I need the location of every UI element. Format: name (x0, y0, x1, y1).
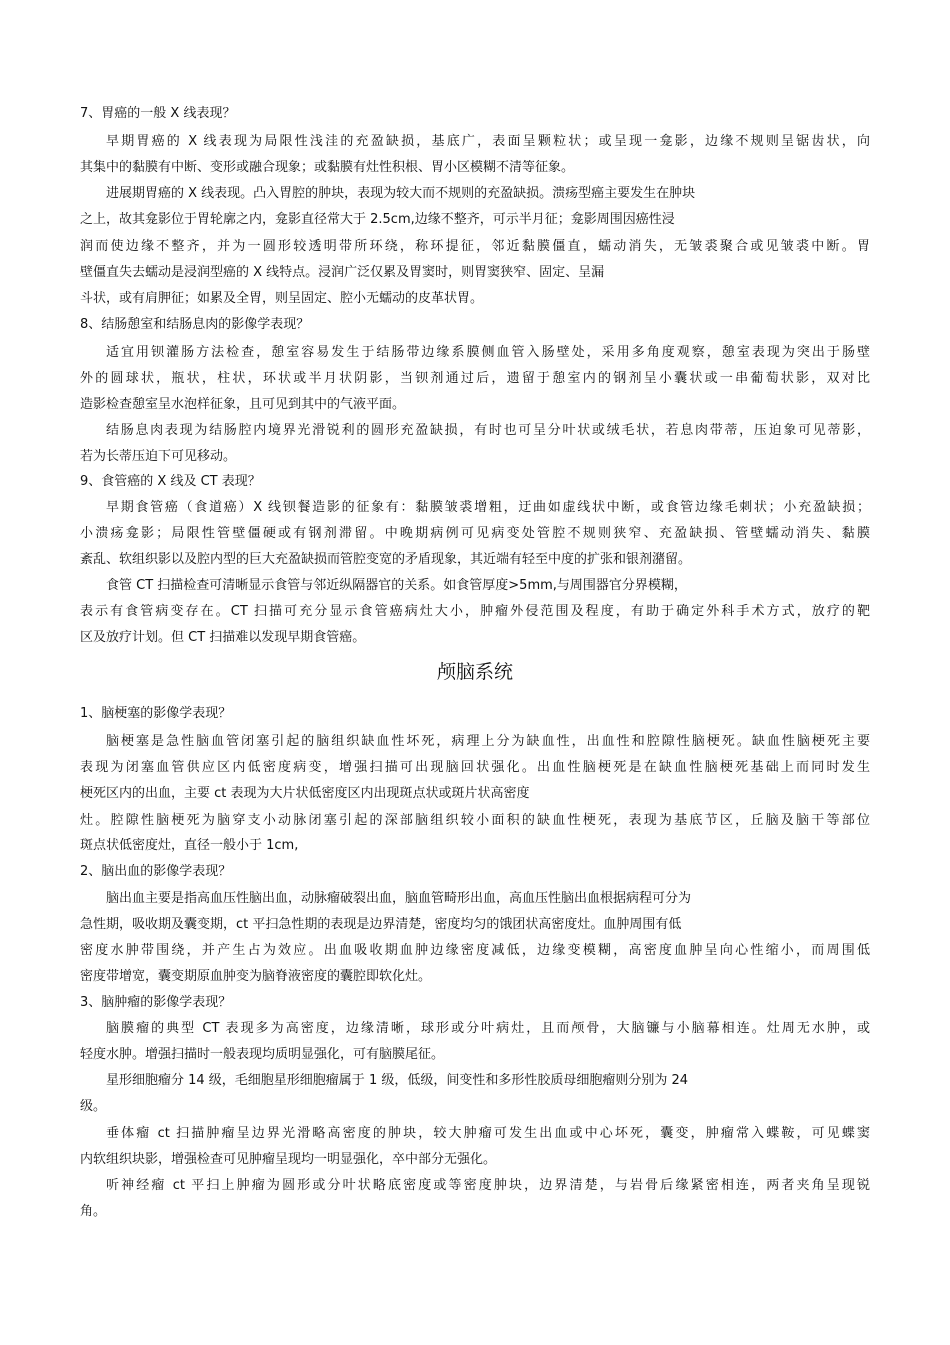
paragraph-line: 密度水肿带围绕，并产生占为效应。出血吸收期血肿边缘密度减低，边缘变模糊，高密度血肿呈向心性缩小，而周围低 (80, 943, 870, 958)
paragraph-line: 垂体瘤 ct 扫描肿瘤呈边界光滑略高密度的肿块，较大肿瘤可发生出血或中心坏死，囊变，肿瘤常入蝶鞍，可见蝶窦 (106, 1126, 870, 1141)
paragraph-line: 急性期，吸收期及囊变期，ct 平扫急性期的表现是边界清楚，密度均匀的饿团状高密度灶。血肿周围有低 (80, 917, 682, 932)
paragraph-line: 之上，故其龛影位于胃轮廓之内，龛影直径常大于 2.5cm,边缘不整齐，可示半月征；龛影周围因癌性浸 (80, 212, 675, 227)
paragraph-line: 听神经瘤 ct 平扫上肿瘤为圆形或分叶状略底密度或等密度肿块，边界清楚，与岩骨后缘紧密相连，两者夹角呈现锐 (106, 1178, 870, 1193)
paragraph-line: 灶。腔隙性脑梗死为脑穿支小动脉闭塞引起的深部脑组织较小面积的缺血性梗死，表现为基底节区，丘脑及脑干等部位 (80, 813, 870, 828)
paragraph-line: 食管 CT 扫描检查可清晰显示食管与邻近纵隔器官的关系。如食管厚度>5mm,与周围器官分界模糊， (106, 578, 687, 593)
paragraph-line: 表示有食管病变存在。CT 扫描可充分显示食管癌病灶大小，肿瘤外侵范围及程度，有助于确定外科手术方式，放疗的靶 (80, 604, 870, 619)
paragraph-line: 斑点状低密度灶，直径一般小于 1cm, (80, 838, 299, 853)
section-title: 颅脑系统 (436, 661, 513, 683)
question-heading-3: 3、脑肿瘤的影像学表现？ (80, 995, 232, 1010)
paragraph-line: 结肠息肉表现为结肠腔内境界光滑锐利的圆形充盈缺损，有时也可呈分叶状或绒毛状，若息肉带蒂，压迫象可见蒂影， (106, 423, 870, 438)
question-heading-2: 2、脑出血的影像学表现？ (80, 864, 232, 879)
paragraph-line: 脑膜瘤的典型 CT 表现多为高密度，边缘清晰，球形或分叶病灶，且而颅骨，大脑镰与小脑幕相连。灶周无水肿，或 (106, 1021, 870, 1036)
paragraph-line: 若为长蒂压迫下可见移动。 (80, 449, 237, 464)
question-heading-7: 7、胃癌的一般 X 线表现？ (80, 106, 236, 121)
paragraph-line: 脑出血主要是指高血压性脑出血，动脉瘤破裂出血，脑血管畸形出血，高血压性脑出血根据病程可分为 (106, 891, 692, 906)
paragraph-line: 早期食管癌（食道癌）X 线钡餐造影的征象有：黏膜皱裘增粗，迂曲如虚线状中断，或食管边缘毛刺状；小充盈缺损； (106, 500, 870, 515)
paragraph-line: 壁僵直失去蠕动是浸润型癌的 X 线特点。浸润广泛仅累及胃窦时，则胃窦狭窄、固定、呈漏 (80, 265, 605, 280)
question-heading-9: 9、食管癌的 X 线及 CT 表现？ (80, 474, 261, 489)
question-heading-8: 8、结肠憩室和结肠息肉的影像学表现？ (80, 317, 310, 332)
paragraph-line: 造影检查憩室呈水泡样征象，且可见到其中的气液平面。 (80, 397, 406, 412)
paragraph-line: 密度带增宽，囊变期原血肿变为脑脊液密度的囊腔即软化灶。 (80, 969, 432, 984)
paragraph-line: 级。 (80, 1099, 107, 1114)
paragraph-line: 其集中的黏膜有中断、变形或融合现象；或黏膜有灶性积根、胃小区模糊不清等征象。 (80, 160, 575, 175)
paragraph-line: 润而使边缘不整齐，并为一圆形较透明带所环绕，称环提征，邻近黏膜僵直，蠕动消失，无皱裘聚合或见皱裘中断。胃 (80, 239, 870, 254)
paragraph-line: 内软组织块影，增强检查可见肿瘤呈现均一明显强化，卒中部分无强化。 (80, 1152, 497, 1167)
paragraph-line: 脑梗塞是急性脑血管闭塞引起的脑组织缺血性坏死，病理上分为缺血性，出血性和腔隙性脑梗死。缺血性脑梗死主要 (106, 734, 870, 749)
paragraph-line: 轻度水肿。增强扫描时一般表现均质明显强化，可有脑膜尾征。 (80, 1047, 445, 1062)
paragraph-line: 进展期胃癌的 X 线表现。凸入胃腔的肿块，表现为较大而不规则的充盈缺损。溃疡型癌主要发生在肿块 (106, 186, 696, 201)
paragraph-line: 梗死区内的出血，主要 ct 表现为大片状低密度区内出现斑点状或斑片状高密度 (80, 786, 530, 801)
paragraph-line: 紊乱、软组织影以及腔内型的巨大充盈缺损而管腔变宽的矛盾现象，其近端有轻至中度的扩张和银剂潴留。 (80, 552, 692, 567)
question-heading-1: 1、脑梗塞的影像学表现？ (80, 706, 232, 721)
paragraph-line: 区及放疗计划。但 CT 扫描难以发现早期食管癌。 (80, 630, 366, 645)
paragraph-line: 适宜用钡灌肠方法检查，憩室容易发生于结肠带边缘系膜侧血管入肠壁处，采用多角度观察，憩室表现为突出于肠壁 (106, 345, 870, 360)
paragraph-line: 角。 (80, 1204, 107, 1219)
paragraph-line: 表现为闭塞血管供应区内低密度病变，增强扫描可出现脑回状强化。出血性脑梗死是在缺血性脑梗死基础上而同时发生 (80, 760, 870, 775)
paragraph-line: 斗状，或有肩胛征；如累及全胃，则呈固定、腔小无蠕动的皮革状胃。 (80, 291, 484, 306)
paragraph-line: 早期胃癌的 X 线表现为局限性浅洼的充盈缺损，基底广，表面呈颗粒状；或呈现一龛影，边缘不规则呈锯齿状，向 (106, 134, 870, 149)
paragraph-line: 小溃疡龛影；局限性管壁僵硬或有钢剂滞留。中晚期病例可见病变处管腔不规则狭窄、充盈缺损、管壁蠕动消失、黏膜 (80, 526, 870, 541)
paragraph-line: 星形细胞瘤分 14 级，毛细胞星形细胞瘤属于 1 级，低级，间变性和多形性胶质母细胞瘤则分别为 24 (106, 1073, 689, 1088)
paragraph-line: 外的圆球状，瓶状，柱状，环状或半月状阴影，当钡剂通过后，遗留于憩室内的钢剂呈小囊状或一串葡萄状影，双对比 (80, 371, 870, 386)
